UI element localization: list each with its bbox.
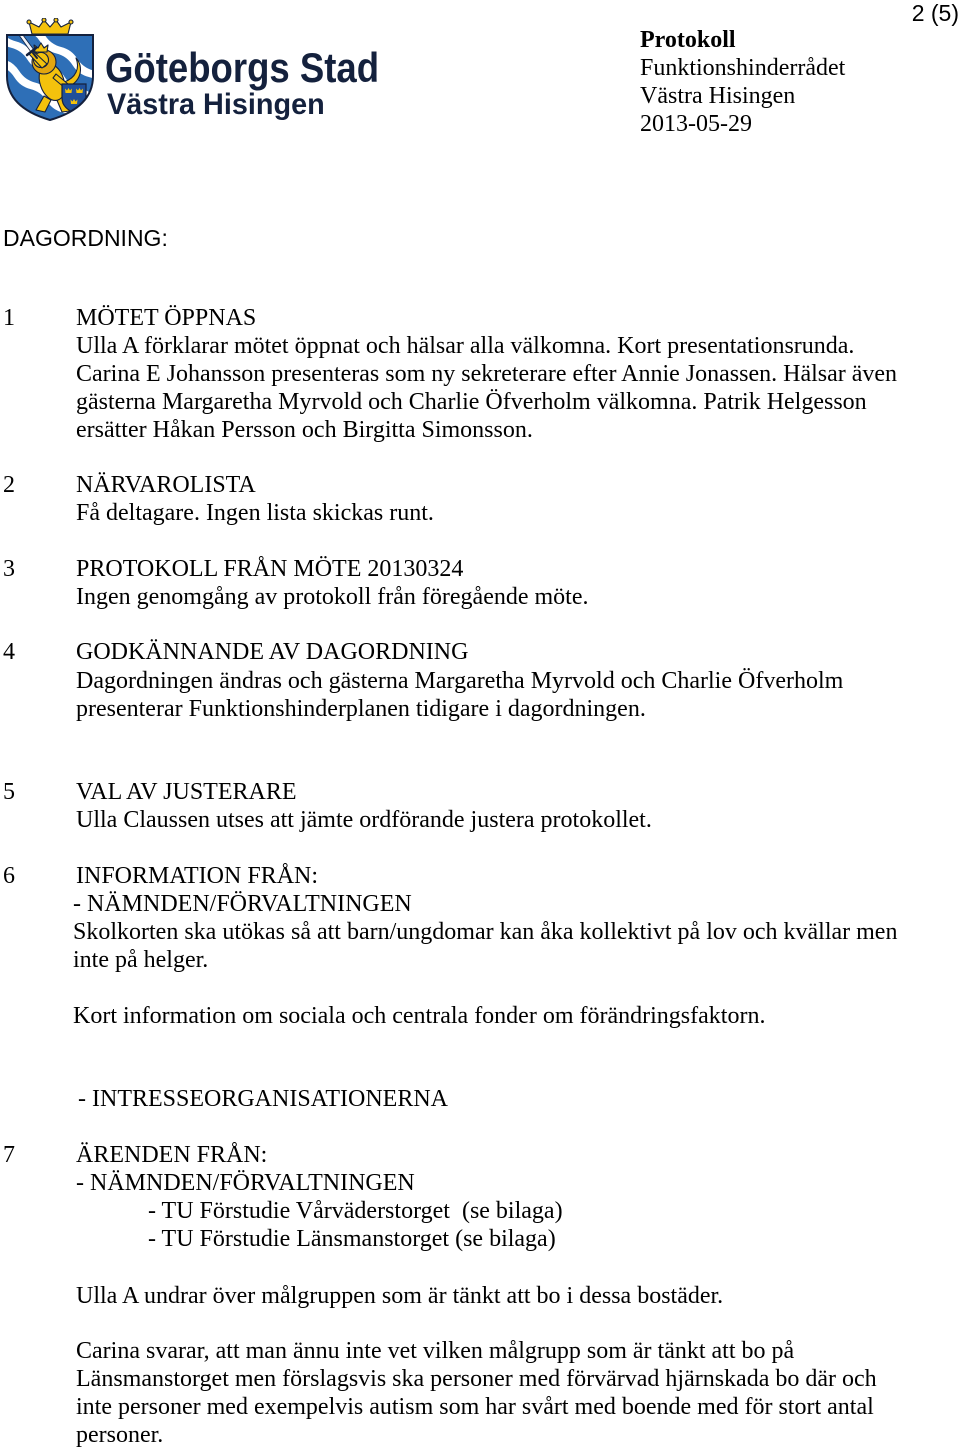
paragraph-line: inte personer med exempelvis autism som har svårt med boende med för stort antal — [76, 1394, 874, 1420]
meeting-date: 2013-05-29 — [640, 111, 752, 137]
agenda-item-title: VAL AV JUSTERARE — [76, 779, 297, 805]
paragraph-line: Kort information om sociala och centrala fonder om förändringsfaktorn. — [73, 1003, 766, 1029]
bullet-item: - TU Förstudie Länsmanstorget (se bilaga) — [148, 1226, 556, 1252]
agenda-item-number: 7 — [3, 1142, 15, 1168]
paragraph-line: personer. — [76, 1422, 164, 1448]
agenda-item-title: MÖTET ÖPPNAS — [76, 305, 257, 331]
agenda-item-text-line: Få deltagare. Ingen lista skickas runt. — [76, 500, 434, 526]
paragraph-line: Ulla A undrar över målgruppen som är tänkt att bo i dessa bostäder. — [76, 1283, 724, 1309]
agenda-item-number: 1 — [3, 305, 15, 331]
agenda-item-title: INFORMATION FRÅN: — [76, 863, 319, 889]
agenda-item-text-line: Ulla Claussen utses att jämte ordförande justera protokollet. — [76, 807, 652, 833]
agenda-item-title: PROTOKOLL FRÅN MÖTE 20130324 — [76, 556, 464, 582]
agenda-item-number: 2 — [3, 472, 15, 498]
paragraph-line: Carina svarar, att man ännu inte vet vilken målgrupp som är tänkt att bo på — [76, 1338, 795, 1364]
agenda-item-text-line: Ulla A förklarar mötet öppnat och hälsar alla välkomna. Kort presentationsrunda. — [76, 333, 855, 359]
subsection-heading: - INTRESSEORGANISATIONERNA — [78, 1086, 448, 1112]
paragraph-line: Länsmanstorget men förslagsvis ska personer med förvärvad hjärnskada bo där och — [76, 1366, 877, 1392]
bullet-item: - TU Förstudie Vårväderstorget (se bilaga) — [148, 1198, 563, 1224]
logo-district-name: Västra Hisingen — [107, 88, 325, 121]
document-type: Protokoll — [640, 27, 736, 53]
paragraph-line: Skolkorten ska utökas så att barn/ungdomar kan åka kollektivt på lov och kvällar men — [73, 919, 898, 945]
logo-city-name: Göteborgs Stad — [105, 44, 380, 91]
agenda-item-title: GODKÄNNANDE AV DAGORDNING — [76, 639, 469, 665]
coat-of-arms-icon — [2, 18, 98, 122]
agenda-item-number: 6 — [3, 863, 15, 889]
agenda-item-text-line: Dagordningen ändras och gästerna Margaretha Myrvold och Charlie Öfverholm — [76, 668, 844, 694]
agenda-item-text-line: gästerna Margaretha Myrvold och Charlie Öfverholm välkomna. Patrik Helgesson — [76, 389, 867, 415]
subsection-heading: - NÄMNDEN/FÖRVALTNINGEN — [76, 1170, 415, 1196]
subsection-heading: - NÄMNDEN/FÖRVALTNINGEN — [73, 891, 412, 917]
paragraph-line: inte på helger. — [73, 947, 209, 973]
agenda-item-number: 3 — [3, 556, 15, 582]
agenda-item-text-line: ersätter Håkan Persson och Birgitta Simonsson. — [76, 417, 533, 443]
agenda-item-title: ÄRENDEN FRÅN: — [76, 1142, 268, 1168]
crown-icon — [27, 18, 73, 34]
agenda-heading: DAGORDNING: — [3, 225, 168, 251]
agenda-item-text-line: Ingen genomgång av protokoll från föregående möte. — [76, 584, 589, 610]
agenda-item-title: NÄRVAROLISTA — [76, 472, 256, 498]
agenda-item-number: 5 — [3, 779, 15, 805]
council-name: Funktionshinderrådet — [640, 55, 846, 81]
agenda-item-number: 4 — [3, 639, 15, 665]
district-name: Västra Hisingen — [640, 83, 796, 109]
agenda-item-text-line: presenterar Funktionshinderplanen tidigare i dagordningen. — [76, 696, 646, 722]
agenda-item-text-line: Carina E Johansson presenteras som ny sekreterare efter Annie Jonassen. Hälsar även — [76, 361, 898, 387]
page-number: 2 (5) — [911, 0, 959, 26]
